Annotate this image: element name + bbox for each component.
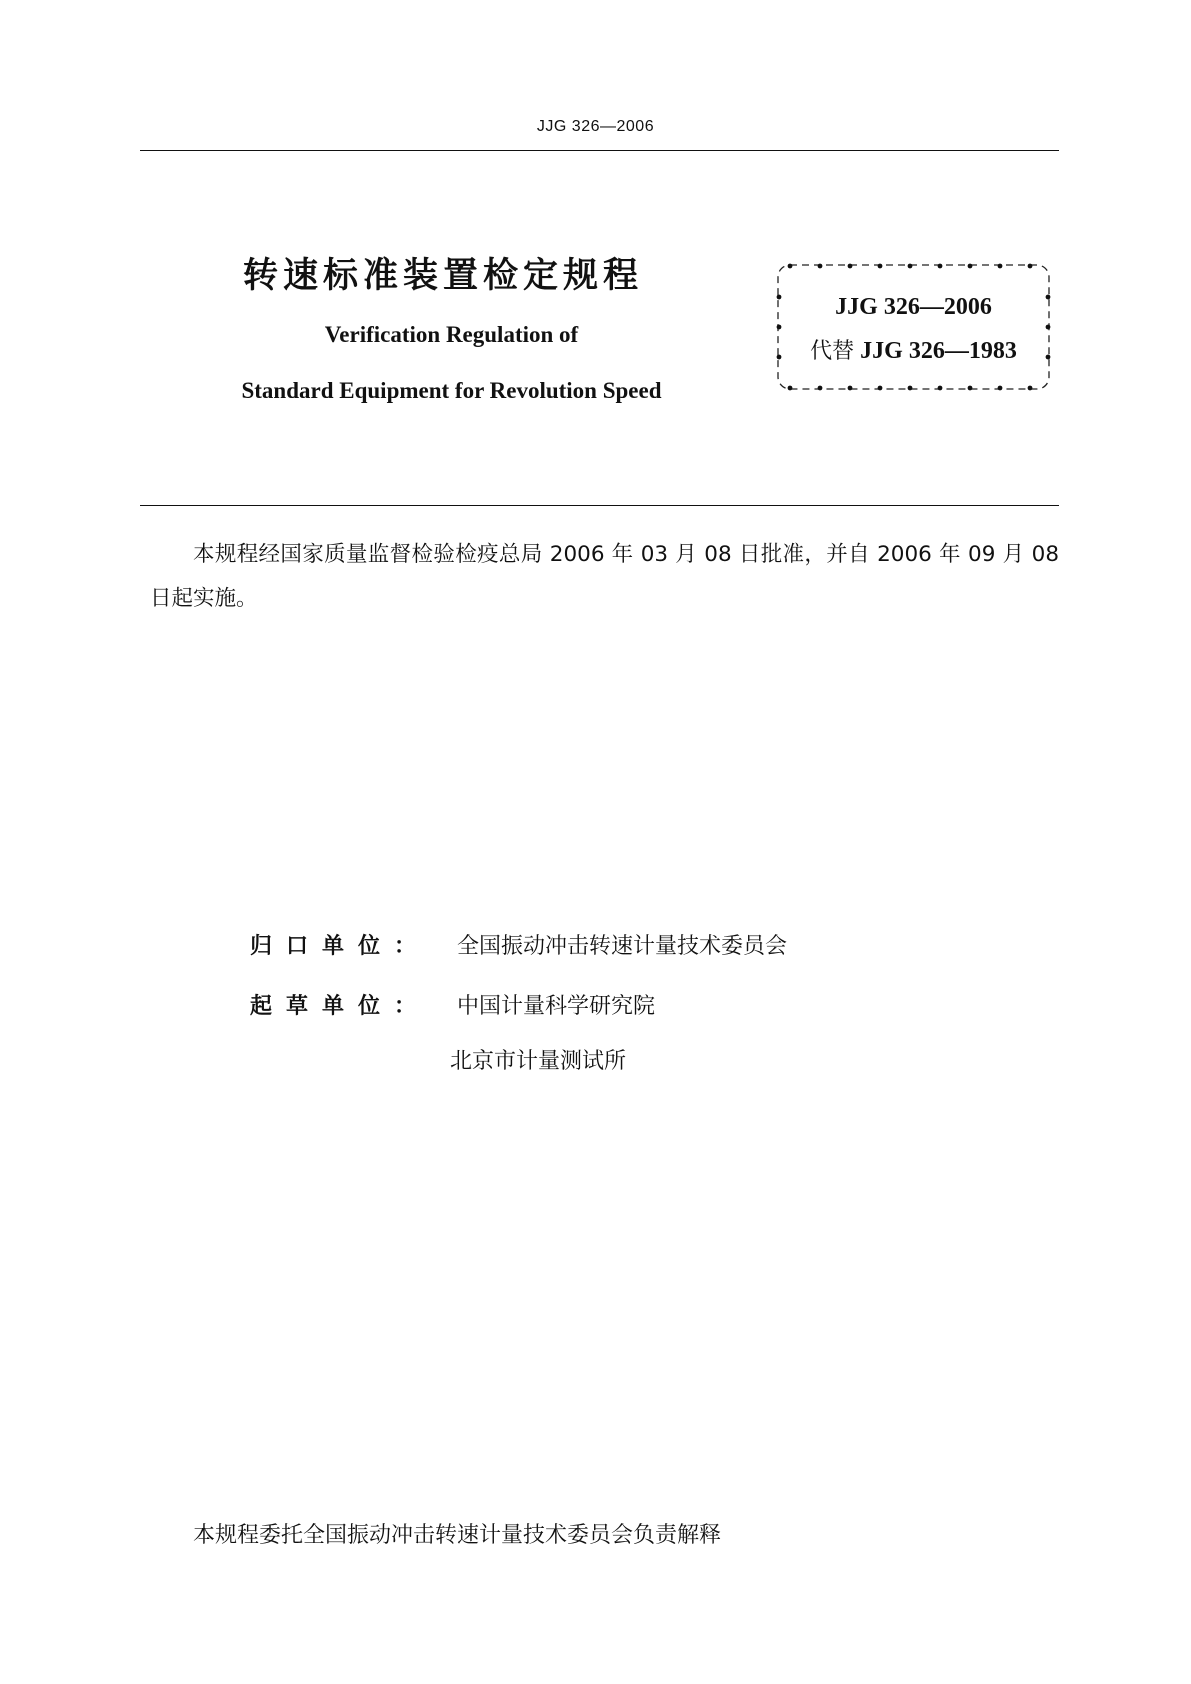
header-rule [140, 150, 1059, 151]
responsible-unit-label: 归口单位： [250, 934, 431, 959]
replaces-prefix: 代替 [810, 339, 855, 364]
document-title-en-line2: Standard Equipment for Revolution Speed [241, 378, 662, 403]
interpretation-note: 本规程委托全国振动冲击转速计量技术委员会负责解释 [193, 1523, 722, 1548]
drafting-unit-value-1: 中国计量科学研究院 [457, 994, 656, 1019]
drafting-unit-row-2 [450, 1044, 626, 1075]
responsible-unit-value: 全国振动冲击转速计量技术委员会 [457, 934, 788, 959]
running-header-code: JJG 326—2006 [536, 118, 655, 135]
decorative-border [775, 262, 1052, 392]
drafting-unit-row [250, 989, 655, 1020]
standard-code-box [775, 262, 1052, 392]
standard-code: JJG 326—2006 [835, 294, 992, 320]
replaced-code: JJG 326—1983 [860, 338, 1017, 364]
responsible-unit-row [250, 929, 787, 960]
title-separator-rule [140, 505, 1059, 506]
replaces-line [775, 334, 1052, 365]
document-title-zh: 转速标准装置检定规程 [243, 256, 644, 296]
approval-statement: 本规程经国家质量监督检验检疫总局 2006 年 03 月 08 日批准，并自 2006 年 09 月 08 日起实施。 [150, 542, 1059, 611]
drafting-unit-label: 起草单位： [250, 994, 431, 1019]
document-title-en-line1: Verification Regulation of [324, 322, 579, 347]
drafting-unit-value-2: 北京市计量测试所 [450, 1049, 627, 1074]
